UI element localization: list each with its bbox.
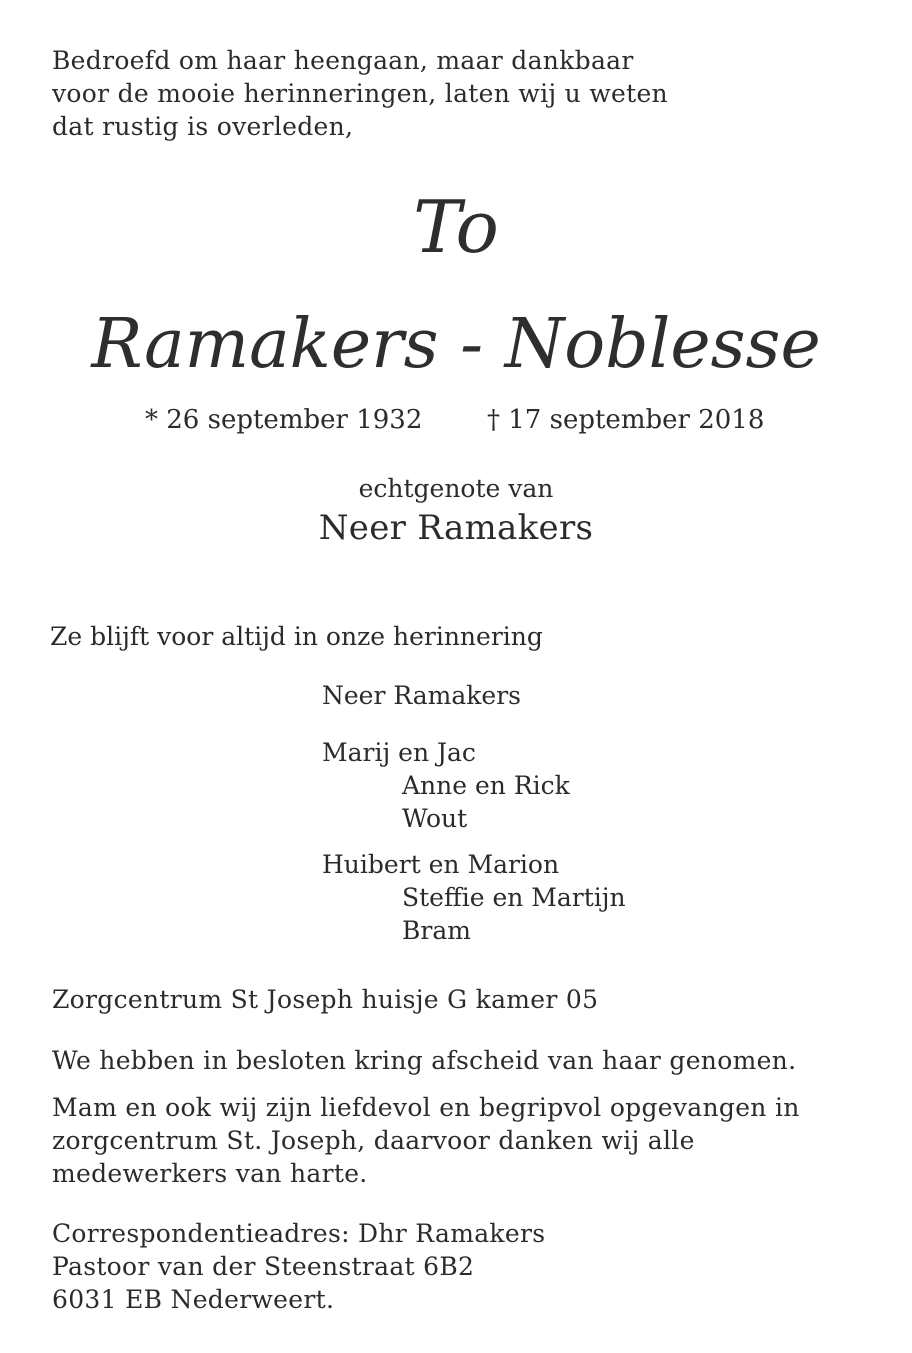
spouse-name: Neer Ramakers (318, 508, 594, 548)
family-child: Steffie en Martijn (402, 883, 626, 912)
correspondence-line: Pastoor van der Steenstraat 6B2 (52, 1252, 475, 1281)
family-group (322, 848, 626, 947)
family-group (322, 736, 570, 835)
family-child: Anne en Rick (402, 771, 570, 800)
family-parent: Marij en Jac (322, 738, 476, 767)
thanks-line: medewerkers van harte. (52, 1159, 368, 1188)
birth-date: * 26 september 1932 (145, 405, 423, 435)
spouse-label: echtgenote van (358, 474, 554, 503)
thanks-line: zorgcentrum St. Joseph, daarvoor danken wij alle (52, 1126, 695, 1155)
memory-line: Ze blijft voor altijd in onze herinnering (50, 622, 543, 651)
intro-line: voor de mooie herinneringen, laten wij u weten (52, 79, 668, 108)
correspondence-address (52, 1217, 545, 1316)
death-date: † 17 september 2018 (487, 405, 765, 435)
family-child: Bram (402, 916, 471, 945)
correspondence-line: Correspondentieadres: Dhr Ramakers (52, 1219, 546, 1248)
correspondence-line: 6031 EB Nederweert. (52, 1285, 335, 1314)
deceased-full-name: Ramakers - Noblesse (91, 305, 821, 384)
family-spouse (322, 679, 521, 712)
intro-line: dat rustig is overleden, (52, 112, 354, 141)
thanks-text (52, 1091, 800, 1190)
intro-text (52, 44, 668, 143)
deceased-first-name: To (413, 185, 499, 269)
location-line: Zorgcentrum St Joseph huisje G kamer 05 (52, 985, 599, 1014)
intro-line: Bedroefd om haar heengaan, maar dankbaar (52, 46, 634, 75)
family-parent: Huibert en Marion (322, 850, 560, 879)
farewell-line: We hebben in besloten kring afscheid van haar genomen. (52, 1046, 797, 1075)
thanks-line: Mam en ook wij zijn liefdevol en begripvol opgevangen in (52, 1093, 800, 1122)
family-child: Wout (402, 804, 468, 833)
family-member: Neer Ramakers (322, 681, 521, 710)
